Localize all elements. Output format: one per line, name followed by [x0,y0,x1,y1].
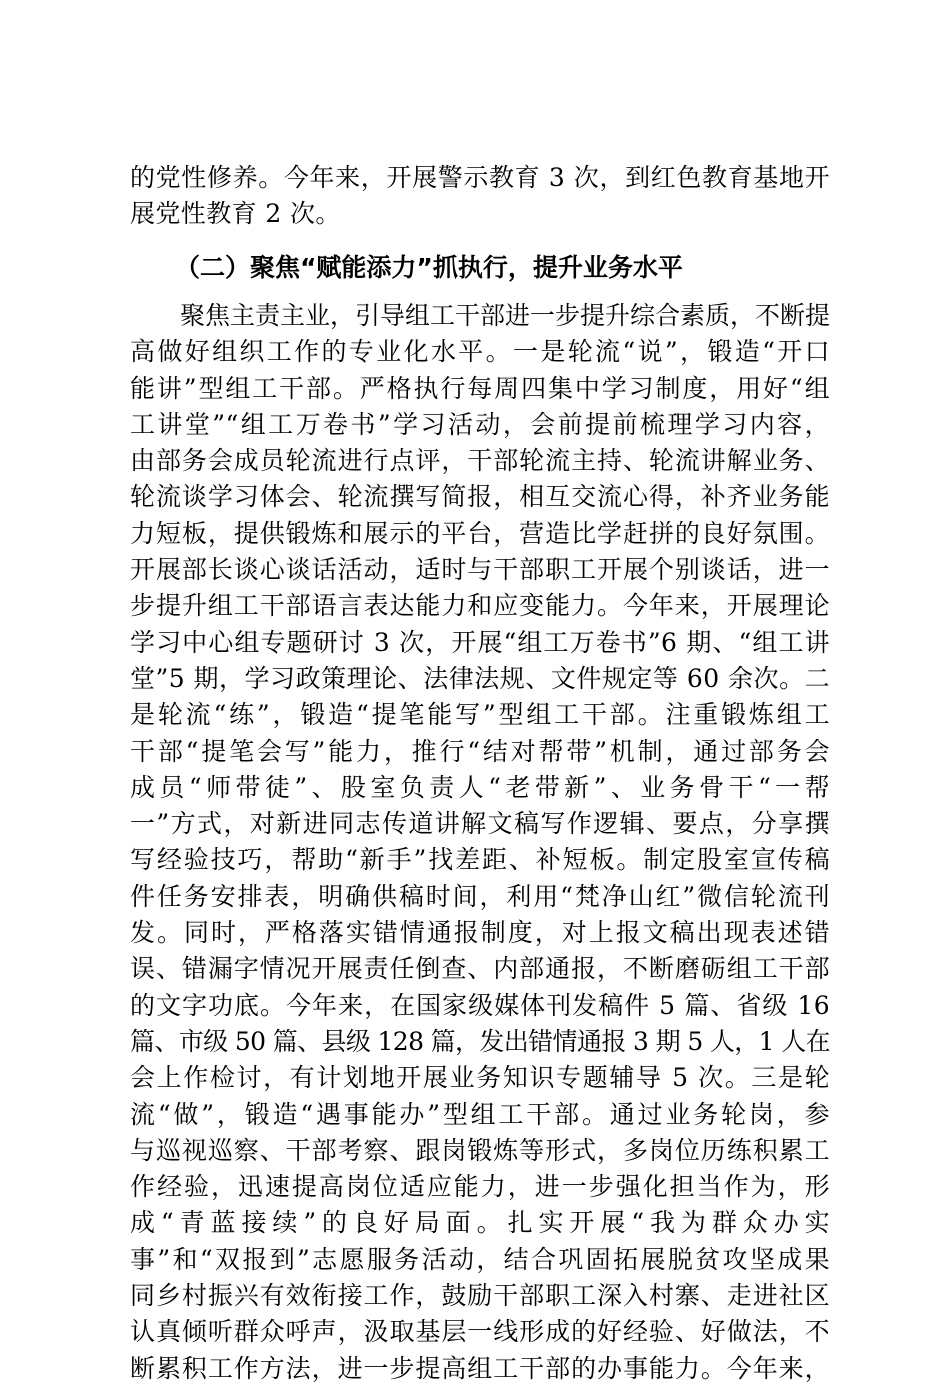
text-line: 件任务安排表，明确供稿时间，利用“梵净山红”微信轮流刊 [130,881,830,911]
text-line: 误、错漏字情况开展责任倒查、内部通报，不断磨砺组工干部 [130,954,830,984]
text-line: 事”和“双报到”志愿服务活动，结合巩固拓展脱贫攻坚成果 [130,1244,830,1274]
text-line: 堂”5 期，学习政策理论、法律法规、文件规定等 60 余次。二 [130,663,830,693]
text-line: 展党性教育 2 次。 [130,199,341,229]
text-line: 力短板，提供锻炼和展示的平台，营造比学赶拼的良好氛围。 [130,518,830,548]
section-heading: （二）聚焦“赋能添力”抓执行，提升业务水平 [175,253,683,282]
text-line: 篇、市级 50 篇、县级 128 篇，发出错情通报 3 期 5 人，1 人在 [130,1026,830,1056]
text-line: 的党性修养。今年来，开展警示教育 3 次，到红色教育基地开 [130,163,830,192]
text-line: 步提升组工干部语言表达能力和应变能力。今年来，开展理论 [130,591,830,621]
text-line: 开展部长谈心谈话活动，适时与干部职工开展个别谈话，进一 [130,555,830,585]
text-line: 与巡视巡察、干部考察、跟岗锻炼等形式，多岗位历练积累工 [130,1135,830,1165]
text-line: 工讲堂”“组工万卷书”学习活动，会前提前梳理学习内容， [130,409,830,439]
text-line: 断累积工作方法，进一步提高组工干部的办事能力。今年来， [130,1353,830,1383]
text-line: 高做好组织工作的专业化水平。一是轮流“说”，锻造“开口 [130,337,830,367]
text-line: 成员“师带徒”、股室负责人“老带新”、业务骨干“一帮 [130,772,830,802]
body-paragraph [130,298,830,1387]
text-line: 由部务会成员轮流进行点评，干部轮流主持、轮流讲解业务、 [130,446,830,476]
text-line: 干部“提笔会写”能力，推行“结对帮带”机制，通过部务会 [130,736,830,766]
text-line: 同乡村振兴有效衔接工作，鼓励干部职工深入村寨、走进社区 [130,1281,830,1311]
intro-paragraph [130,160,830,233]
text-line: 流“做”，锻造“遇事能办”型组工干部。通过业务轮岗，参 [130,1099,830,1129]
text-line: 发。同时，严格落实错情通报制度，对上报文稿出现表述错 [130,918,830,948]
text-line: 认真倾听群众呼声，汲取基层一线形成的好经验、好做法，不 [130,1317,830,1347]
text-line: 作经验，迅速提高岗位适应能力，进一步强化担当作为，形 [130,1172,830,1202]
text-line: 会上作检讨，有计划地开展业务知识专题辅导 5 次。三是轮 [130,1063,830,1093]
text-line: 能讲”型组工干部。严格执行每周四集中学习制度，用好“组 [130,373,830,403]
text-line: 聚焦主责主业，引导组工干部进一步提升综合素质，不断提 [130,301,830,330]
text-line: 一”方式，对新进同志传道讲解文稿写作逻辑、要点，分享撰 [130,809,830,839]
text-line: 成“青蓝接续”的良好局面。扎实开展“我为群众办实 [130,1208,830,1238]
text-line: 轮流谈学习体会、轮流撰写简报，相互交流心得，补齐业务能 [130,482,830,512]
text-line: 写经验技巧，帮助“新手”找差距、补短板。制定股室宣传稿 [130,845,830,875]
text-line: 学习中心组专题研讨 3 次，开展“组工万卷书”6 期、“组工讲 [130,627,830,657]
text-line: 是轮流“练”，锻造“提笔能写”型组工干部。注重锻炼组工 [130,700,830,730]
text-line: 的文字功底。今年来，在国家级媒体刊发稿件 5 篇、省级 16 [130,990,830,1020]
